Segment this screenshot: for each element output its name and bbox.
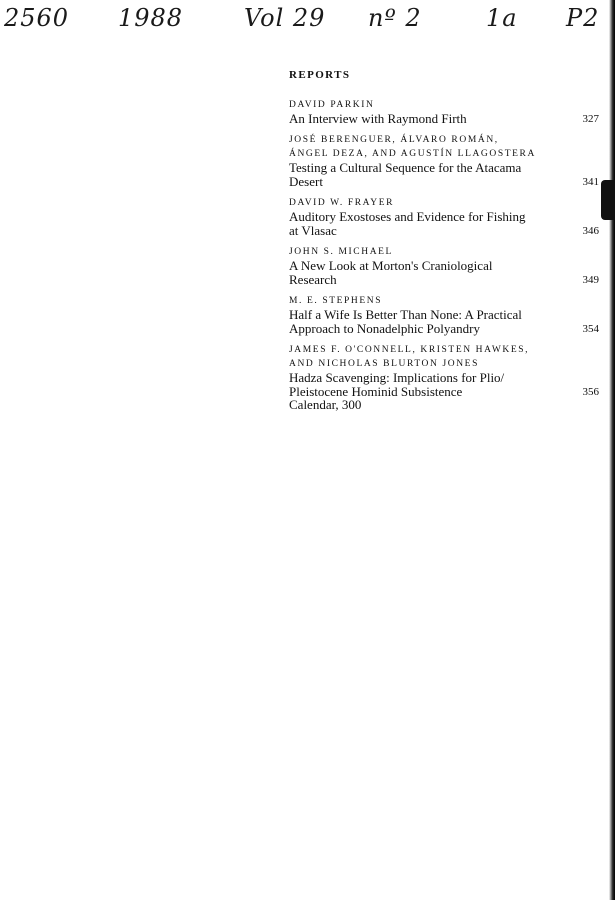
contents-list	[289, 98, 599, 406]
entry-author: JOSÉ BERENGUER, ÁLVARO ROMÁN, ÁNGEL DEZA, AND AGUSTÍN LLAGOSTERA	[289, 135, 536, 159]
entry-author: DAVID W. FRAYER	[289, 198, 395, 208]
entry-author: JOHN S. MICHAEL	[289, 247, 393, 257]
entry-page-number: 354	[582, 323, 599, 335]
handwritten-mark: 1988	[118, 4, 184, 32]
list-item	[289, 196, 599, 238]
entry-title: Testing a Cultural Sequence for the Atacama Desert	[289, 160, 522, 189]
entry-page-number: 356	[582, 386, 599, 398]
handwritten-mark: 1a	[486, 4, 518, 32]
list-item	[289, 245, 599, 287]
entry-title: A New Look at Morton's Craniological Research	[289, 258, 493, 287]
entry-title: Half a Wife Is Better Than None: A Practical Approach to Nonadelphic Polyandry	[289, 307, 522, 336]
entry-page-number: 346	[582, 225, 599, 237]
entry-author: JAMES F. O'CONNELL, KRISTEN HAWKES, AND NICHOLAS BLURTON JONES	[289, 345, 530, 369]
entry-title: Auditory Exostoses and Evidence for Fishing at Vlasac	[289, 209, 526, 238]
entry-page-number: 327	[582, 113, 599, 125]
list-item	[289, 133, 599, 189]
calendar-reference: Calendar, 300	[289, 397, 362, 412]
entry-author: M. E. STEPHENS	[289, 296, 383, 306]
list-item	[289, 98, 599, 126]
entry-title: Hadza Scavenging: Implications for Plio/ Pleistocene Hominid Subsistence	[289, 370, 505, 399]
scan-edge-mark	[601, 180, 615, 220]
handwritten-mark: P2	[566, 4, 600, 32]
section-heading: REPORTS	[289, 69, 351, 81]
list-item	[289, 343, 599, 399]
entry-title: An Interview with Raymond Firth	[289, 111, 467, 126]
handwritten-mark: 2560	[4, 4, 70, 32]
entry-author: DAVID PARKIN	[289, 100, 375, 110]
handwritten-mark: Vol 29	[244, 4, 326, 32]
entry-page-number: 349	[582, 274, 599, 286]
list-item	[289, 294, 599, 336]
handwritten-mark: nº 2	[368, 4, 422, 32]
entry-page-number: 341	[582, 176, 599, 188]
scan-edge-shadow	[609, 0, 615, 900]
